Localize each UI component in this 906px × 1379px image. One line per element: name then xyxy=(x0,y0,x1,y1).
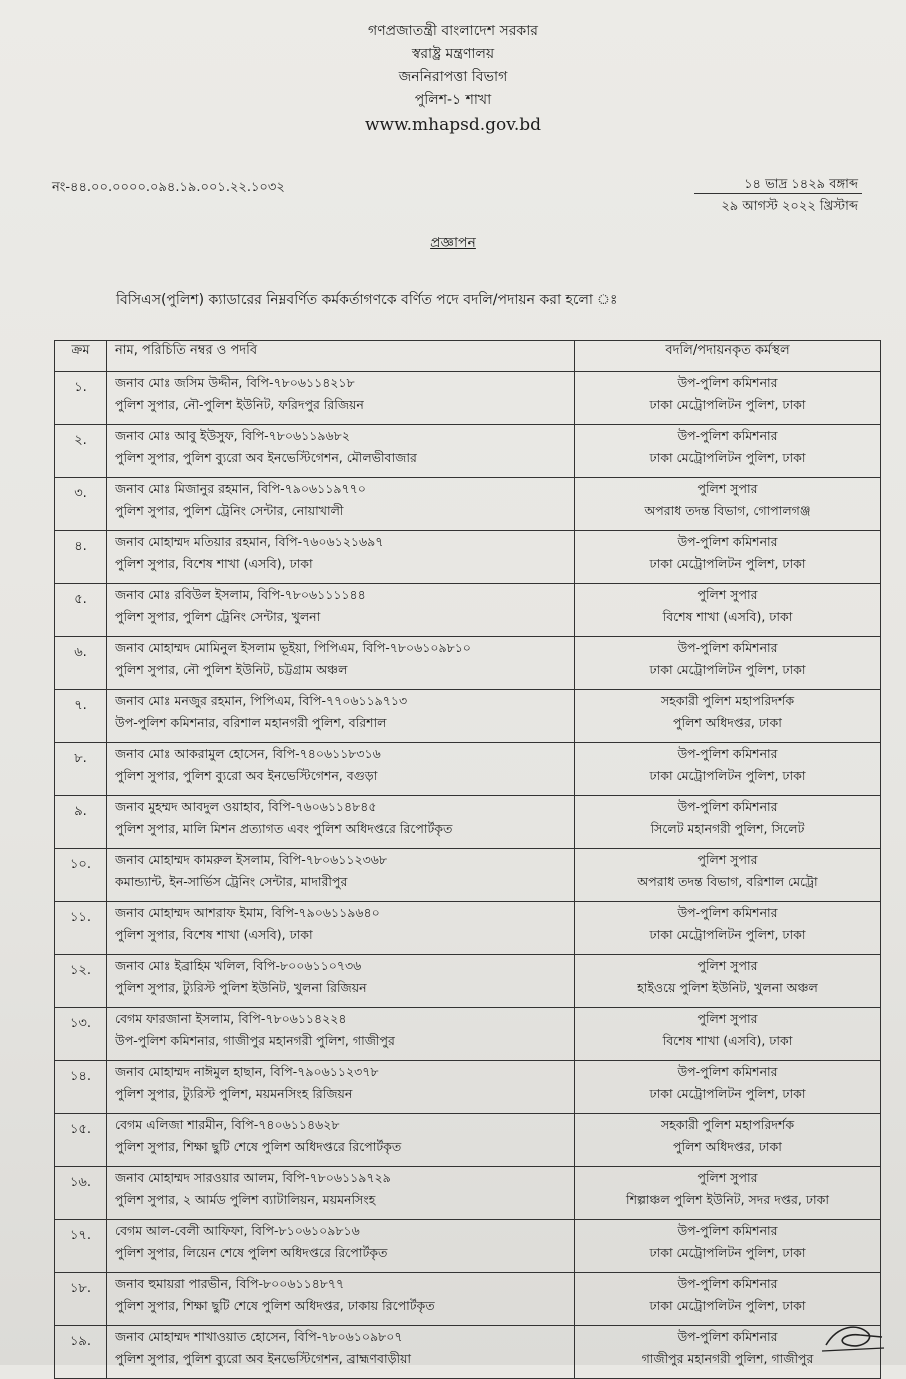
officer-current-post: উপ-পুলিশ কমিশনার, বরিশাল মহানগরী পুলিশ, বরিশাল xyxy=(115,715,387,730)
officer-current-post: কমান্ড্যান্ট, ইন-সার্ভিস ট্রেনিং সেন্টার, মাদারীপুর xyxy=(115,874,348,889)
website: www.mhapsd.gov.bd xyxy=(364,115,541,135)
posting-designation: পুলিশ সুপার xyxy=(697,1011,758,1026)
officer-name: জনাব মোহাম্মদ নাঈমুল হাছান, বিপি-৭৯০৬১১২৩৭৮ xyxy=(115,1064,379,1079)
table-row xyxy=(55,637,881,690)
date-bangla: ১৪ ভাদ্র ১৪২৯ বঙ্গাব্দ xyxy=(744,177,858,192)
officer-name: জনাব মোঃ রবিউল ইসলাম, বিপি-৭৮০৬১১১১৪৪ xyxy=(115,587,366,602)
row-officer xyxy=(107,743,575,796)
posting-designation: সহকারী পুলিশ মহাপরিদর্শক xyxy=(660,693,795,708)
officer-current-post: পুলিশ সুপার, পুলিশ ব্যুরো অব ইনভেস্টিগেশন, ব্রাহ্মণবাড়ীয়া xyxy=(115,1351,412,1366)
row-serial: ১৭. xyxy=(55,1220,107,1273)
row-posting xyxy=(575,1220,881,1273)
posting-designation: উপ-পুলিশ কমিশনার xyxy=(677,905,778,920)
posting-designation: পুলিশ সুপার xyxy=(697,481,758,496)
row-officer xyxy=(107,849,575,902)
officer-name: জনাব মোঃ আকরামুল হোসেন, বিপি-৭৪০৬১১৮৩১৬ xyxy=(115,746,381,761)
officer-current-post: পুলিশ সুপার, পুলিশ ট্রেনিং সেন্টার, খুলনা xyxy=(115,609,321,624)
row-officer xyxy=(107,531,575,584)
posting-workplace: ঢাকা মেট্রোপলিটন পুলিশ, ঢাকা xyxy=(649,768,806,783)
date-divider xyxy=(694,193,862,194)
posting-workplace: ঢাকা মেট্রোপলিটন পুলিশ, ঢাকা xyxy=(649,1086,806,1101)
row-officer xyxy=(107,1273,575,1326)
notice-title xyxy=(0,231,906,255)
posting-workplace: অপরাধ তদন্ত বিভাগ, গোপালগঞ্জ xyxy=(644,503,811,518)
officer-name: জনাব মোহাম্মদ আশরাফ ইমাম, বিপি-৭৯০৬১১৯৬৪০ xyxy=(115,905,380,920)
row-posting xyxy=(575,743,881,796)
row-serial: ১১. xyxy=(55,902,107,955)
row-posting xyxy=(575,478,881,531)
row-serial: ৫. xyxy=(55,584,107,637)
officer-name: বেগম এলিজা শারমীন, বিপি-৭৪০৬১১৪৬২৮ xyxy=(115,1117,340,1132)
table-row xyxy=(55,1008,881,1061)
officer-current-post: পুলিশ সুপার, নৌ-পুলিশ ইউনিট, ফরিদপুর রিজিয়ন xyxy=(115,397,364,412)
row-serial: ১. xyxy=(55,372,107,425)
ministry-name: স্বরাষ্ট্র মন্ত্রণালয় xyxy=(411,46,495,62)
officer-name: জনাব মোহাম্মদ মতিয়ার রহমান, বিপি-৭৬০৬১২১৬৯৭ xyxy=(115,534,384,549)
row-posting xyxy=(575,425,881,478)
officer-current-post: পুলিশ সুপার, বিশেষ শাখা (এসবি), ঢাকা xyxy=(115,556,313,571)
letterhead xyxy=(0,20,906,138)
table-row xyxy=(55,584,881,637)
posting-workplace: ঢাকা মেট্রোপলিটন পুলিশ, ঢাকা xyxy=(649,397,806,412)
date-english: ২৯ আগস্ট ২০২২ খ্রিস্টাব্দ xyxy=(721,199,858,214)
intro-text: বিসিএস(পুলিশ) ক্যাডারের নিম্নবর্ণিত কর্মকর্তাগণকে বর্ণিত পদে বদলি/পদায়ন করা হলো ঃ xyxy=(116,292,618,308)
posting-workplace: শিল্পাঞ্চল পুলিশ ইউনিট, সদর দপ্তর, ঢাকা xyxy=(626,1192,829,1207)
posting-workplace: ঢাকা মেট্রোপলিটন পুলিশ, ঢাকা xyxy=(649,556,806,571)
row-officer xyxy=(107,637,575,690)
row-serial: ১৮. xyxy=(55,1273,107,1326)
posting-workplace: ঢাকা মেট্রোপলিটন পুলিশ, ঢাকা xyxy=(649,1245,806,1260)
officer-name: জনাব মোহাম্মদ মোমিনুল ইসলাম ভূইয়া, পিপিএম, বিপি-৭৮০৬১০৯৮১০ xyxy=(115,640,471,655)
table-row xyxy=(55,743,881,796)
row-serial: ৩. xyxy=(55,478,107,531)
row-serial: ৪. xyxy=(55,531,107,584)
officer-current-post: পুলিশ সুপার, ট্যুরিস্ট পুলিশ ইউনিট, খুলনা রিজিয়ন xyxy=(115,980,367,995)
posting-designation: উপ-পুলিশ কমিশনার xyxy=(677,746,778,761)
row-serial: ৮. xyxy=(55,743,107,796)
officer-name: বেগম আল-বেলী আফিফা, বিপি-৮১০৬১০৯৮১৬ xyxy=(115,1223,360,1238)
row-officer xyxy=(107,902,575,955)
posting-designation: পুলিশ সুপার xyxy=(697,587,758,602)
posting-workplace: বিশেষ শাখা (এসবি), ঢাকা xyxy=(662,609,793,624)
table-row xyxy=(55,531,881,584)
posting-designation: পুলিশ সুপার xyxy=(697,958,758,973)
posting-designation: উপ-পুলিশ কমিশনার xyxy=(677,534,778,549)
row-officer xyxy=(107,1008,575,1061)
row-officer xyxy=(107,955,575,1008)
table-row xyxy=(55,902,881,955)
officer-current-post: পুলিশ সুপার, পুলিশ ট্রেনিং সেন্টার, নোয়াখালী xyxy=(115,503,344,518)
row-officer xyxy=(107,1167,575,1220)
row-posting xyxy=(575,849,881,902)
officer-name: বেগম ফারজানা ইসলাম, বিপি-৭৮০৬১১৪২২৪ xyxy=(115,1011,347,1026)
posting-workplace: ঢাকা মেট্রোপলিটন পুলিশ, ঢাকা xyxy=(649,927,806,942)
row-posting xyxy=(575,531,881,584)
posting-workplace: অপরাধ তদন্ত বিভাগ, বরিশাল মেট্রো xyxy=(637,874,818,889)
table-row xyxy=(55,425,881,478)
table-row xyxy=(55,478,881,531)
posting-workplace: ঢাকা মেট্রোপলিটন পুলিশ, ঢাকা xyxy=(649,450,806,465)
row-serial: ২. xyxy=(55,425,107,478)
row-posting xyxy=(575,584,881,637)
row-officer xyxy=(107,1326,575,1379)
row-serial: ৭. xyxy=(55,690,107,743)
officer-name: জনাব মোঃ আবু ইউসুফ, বিপি-৭৮০৬১১৯৬৮২ xyxy=(115,428,350,443)
notice-title-text: প্রজ্ঞাপন xyxy=(430,235,476,251)
row-posting xyxy=(575,1061,881,1114)
table-row xyxy=(55,849,881,902)
table-header-row xyxy=(55,341,881,372)
row-posting xyxy=(575,372,881,425)
table-row xyxy=(55,955,881,1008)
officer-current-post: পুলিশ সুপার, শিক্ষা ছুটি শেষে পুলিশ অধিদপ্তরে রিপোর্টকৃত xyxy=(115,1139,402,1154)
posting-designation: উপ-পুলিশ কমিশনার xyxy=(677,799,778,814)
row-posting xyxy=(575,690,881,743)
division-name: জননিরাপত্তা বিভাগ xyxy=(398,69,508,85)
row-posting xyxy=(575,1167,881,1220)
officer-current-post: পুলিশ সুপার, পুলিশ ব্যুরো অব ইনভেস্টিগেশন, মৌলভীবাজার xyxy=(115,450,417,465)
officer-name: জনাব মোঃ মনজুর রহমান, পিপিএম, বিপি-৭৭০৬১১৯৭১৩ xyxy=(115,693,408,708)
transfer-table xyxy=(54,340,881,1379)
officer-current-post: পুলিশ সুপার, ২ আর্মড পুলিশ ব্যাটালিয়ন, ময়মনসিংহ xyxy=(115,1192,376,1207)
table-row xyxy=(55,1273,881,1326)
posting-designation: উপ-পুলিশ কমিশনার xyxy=(677,428,778,443)
table-row xyxy=(55,1114,881,1167)
table-row xyxy=(55,1167,881,1220)
row-officer xyxy=(107,584,575,637)
row-posting xyxy=(575,955,881,1008)
row-serial: ১২. xyxy=(55,955,107,1008)
table-row xyxy=(55,372,881,425)
row-serial: ১০. xyxy=(55,849,107,902)
officer-current-post: পুলিশ সুপার, নৌ পুলিশ ইউনিট, চট্টগ্রাম অঞ্চল xyxy=(115,662,348,677)
row-serial: ১৬. xyxy=(55,1167,107,1220)
posting-workplace: গাজীপুর মহানগরী পুলিশ, গাজীপুর xyxy=(641,1351,814,1366)
row-officer xyxy=(107,690,575,743)
header-serial: ক্রম xyxy=(55,341,107,372)
row-serial: ১৫. xyxy=(55,1114,107,1167)
posting-workplace: হাইওয়ে পুলিশ ইউনিট, খুলনা অঞ্চল xyxy=(637,980,818,995)
table-body xyxy=(55,372,881,1379)
posting-workplace: ঢাকা মেট্রোপলিটন পুলিশ, ঢাকা xyxy=(649,662,806,677)
signature-mark xyxy=(818,1315,888,1355)
row-officer xyxy=(107,1061,575,1114)
row-posting xyxy=(575,1114,881,1167)
row-posting xyxy=(575,1008,881,1061)
table-row xyxy=(55,1061,881,1114)
officer-current-post: পুলিশ সুপার, মালি মিশন প্রত্যাগত এবং পুলিশ অধিদপ্তরে রিপোর্টকৃত xyxy=(115,821,453,836)
posting-workplace: ঢাকা মেট্রোপলিটন পুলিশ, ঢাকা xyxy=(649,1298,806,1313)
officer-current-post: উপ-পুলিশ কমিশনার, গাজীপুর মহানগরী পুলিশ, গাজীপুর xyxy=(115,1033,395,1048)
officer-current-post: পুলিশ সুপার, বিশেষ শাখা (এসবি), ঢাকা xyxy=(115,927,313,942)
row-serial: ১৯. xyxy=(55,1326,107,1379)
row-officer xyxy=(107,372,575,425)
officer-name: জনাব মোহাম্মদ শাখাওয়াত হোসেন, বিপি-৭৮০৬১০৯৮০৭ xyxy=(115,1329,403,1344)
officer-name: জনাব হুমায়রা পারভীন, বিপি-৮০০৬১১৪৮৭৭ xyxy=(115,1276,345,1291)
posting-designation: সহকারী পুলিশ মহাপরিদর্শক xyxy=(660,1117,795,1132)
memo-number: নং-৪৪.০০.০০০০.০৯৪.১৯.০০১.২২.১০৩২ xyxy=(52,180,285,195)
posting-workplace: বিশেষ শাখা (এসবি), ঢাকা xyxy=(662,1033,793,1048)
posting-designation: উপ-পুলিশ কমিশনার xyxy=(677,1223,778,1238)
row-posting xyxy=(575,902,881,955)
row-serial: ১৩. xyxy=(55,1008,107,1061)
branch-name: পুলিশ-১ শাখা xyxy=(414,92,492,108)
officer-name: জনাব মোঃ ইব্রাহিম খলিল, বিপি-৮০০৬১১০৭৩৬ xyxy=(115,958,362,973)
row-serial: ৬. xyxy=(55,637,107,690)
posting-designation: উপ-পুলিশ কমিশনার xyxy=(677,640,778,655)
govt-name: গণপ্রজাতন্ত্রী বাংলাদেশ সরকার xyxy=(368,23,538,39)
posting-workplace: সিলেট মহানগরী পুলিশ, সিলেট xyxy=(650,821,805,836)
header-posting: বদলি/পদায়নকৃত কর্মস্থল xyxy=(575,341,881,372)
officer-current-post: পুলিশ সুপার, ট্যুরিস্ট পুলিশ, ময়মনসিংহ রিজিয়ন xyxy=(115,1086,353,1101)
posting-workplace: পুলিশ অধিদপ্তর, ঢাকা xyxy=(673,715,782,730)
posting-designation: উপ-পুলিশ কমিশনার xyxy=(677,1276,778,1291)
row-officer xyxy=(107,1114,575,1167)
officer-name: জনাব মোঃ মিজানুর রহমান, বিপি-৭৯০৬১১৯৭৭০ xyxy=(115,481,366,496)
officer-current-post: পুলিশ সুপার, শিক্ষা ছুটি শেষে পুলিশ অধিদপ্তর, ঢাকায় রিপোর্টকৃত xyxy=(115,1298,435,1313)
posting-designation: উপ-পুলিশ কমিশনার xyxy=(677,1329,778,1344)
officer-current-post: পুলিশ সুপার, পুলিশ ব্যুরো অব ইনভেস্টিগেশন, বগুড়া xyxy=(115,768,378,783)
posting-designation: উপ-পুলিশ কমিশনার xyxy=(677,375,778,390)
officer-name: জনাব মোহাম্মদ কামরুল ইসলাম, বিপি-৭৮০৬১১২৩৬৮ xyxy=(115,852,387,867)
posting-designation: পুলিশ সুপার xyxy=(697,1170,758,1185)
officer-name: জনাব মুহম্মদ আবদুল ওয়াহাব, বিপি-৭৬০৬১১৪৮৪৫ xyxy=(115,799,377,814)
row-serial: ১৪. xyxy=(55,1061,107,1114)
header-name: নাম, পরিচিতি নম্বর ও পদবি xyxy=(107,341,575,372)
table-row xyxy=(55,1220,881,1273)
row-officer xyxy=(107,1220,575,1273)
table-row xyxy=(55,690,881,743)
posting-designation: পুলিশ সুপার xyxy=(697,852,758,867)
row-officer xyxy=(107,425,575,478)
officer-name: জনাব মোঃ জসিম উদ্দীন, বিপি-৭৮০৬১১৪২১৮ xyxy=(115,375,355,390)
table-row xyxy=(55,796,881,849)
row-posting xyxy=(575,796,881,849)
posting-workplace: পুলিশ অধিদপ্তর, ঢাকা xyxy=(673,1139,782,1154)
table-row xyxy=(55,1326,881,1379)
officer-name: জনাব মোহাম্মদ সারওয়ার আলম, বিপি-৭৮০৬১১৯৭২৯ xyxy=(115,1170,391,1185)
row-serial: ৯. xyxy=(55,796,107,849)
officer-current-post: পুলিশ সুপার, লিয়েন শেষে পুলিশ অধিদপ্তরে রিপোর্টকৃত xyxy=(115,1245,388,1260)
row-officer xyxy=(107,478,575,531)
posting-designation: উপ-পুলিশ কমিশনার xyxy=(677,1064,778,1079)
row-officer xyxy=(107,796,575,849)
row-posting xyxy=(575,637,881,690)
